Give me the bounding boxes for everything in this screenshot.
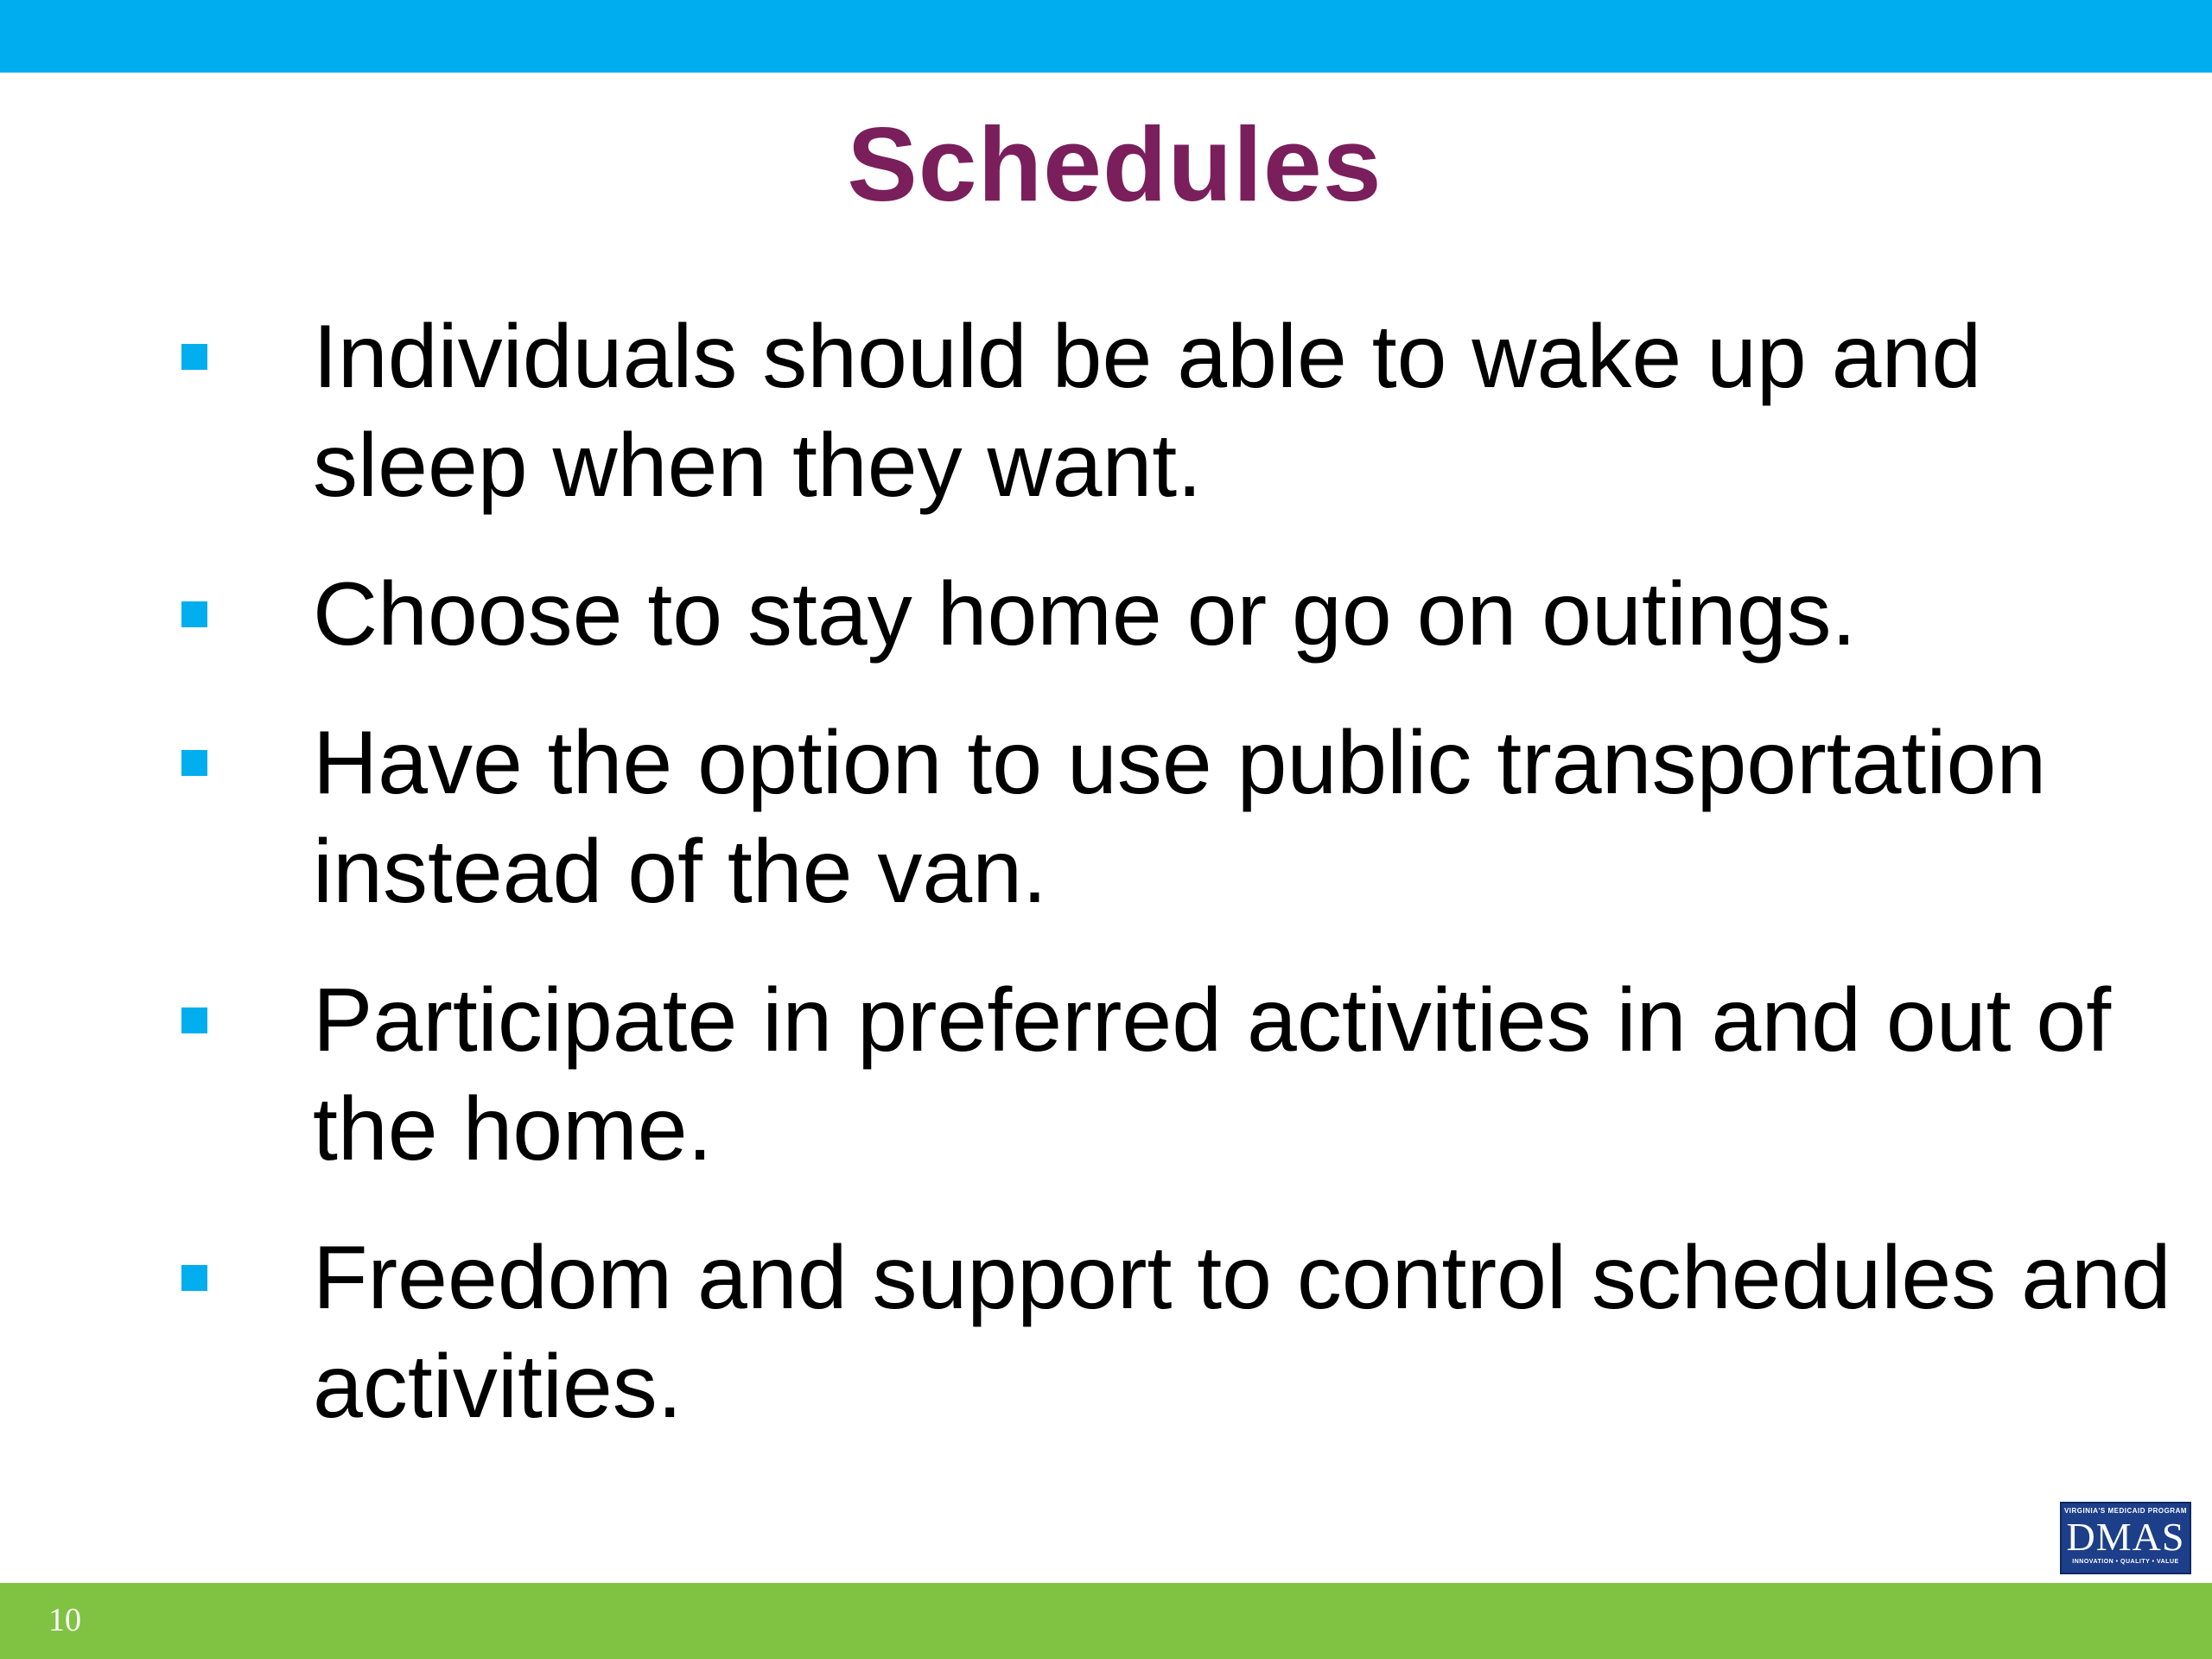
bullet-item	[0, 560, 2212, 669]
bullet-text: Participate in preferred activities in and out of the home.	[313, 970, 2112, 1179]
bullet-text: Choose to stay home or go on outings.	[313, 564, 1857, 664]
square-bullet-icon	[181, 1007, 207, 1033]
top-accent-bar	[0, 0, 2212, 73]
logo-main-text: DMAS	[2066, 1515, 2185, 1559]
slide-title: Schedules	[847, 105, 1382, 223]
bullet-text: Individuals should be able to wake up and sleep when they want.	[313, 307, 1982, 516]
bullet-text: Freedom and support to control schedules and activities.	[313, 1228, 2171, 1437]
square-bullet-icon	[181, 601, 207, 627]
bullet-list	[0, 302, 2212, 1481]
bullet-item	[0, 1224, 2212, 1441]
bullet-item	[0, 709, 2212, 926]
logo-bottom-text: INNOVATION • QUALITY • VALUE	[2072, 1559, 2179, 1565]
square-bullet-icon	[181, 344, 207, 370]
bullet-text: Have the option to use public transportation instead of the van.	[313, 713, 2047, 922]
square-bullet-icon	[181, 750, 207, 776]
square-bullet-icon	[181, 1265, 207, 1291]
bottom-accent-bar	[0, 1583, 2212, 1659]
page-number: 10	[48, 1602, 81, 1638]
dmas-logo	[2060, 1502, 2191, 1574]
bullet-item	[0, 302, 2212, 520]
logo-top-text: VIRGINIA'S MEDICAID PROGRAM	[2063, 1507, 2188, 1515]
bullet-item	[0, 966, 2212, 1184]
